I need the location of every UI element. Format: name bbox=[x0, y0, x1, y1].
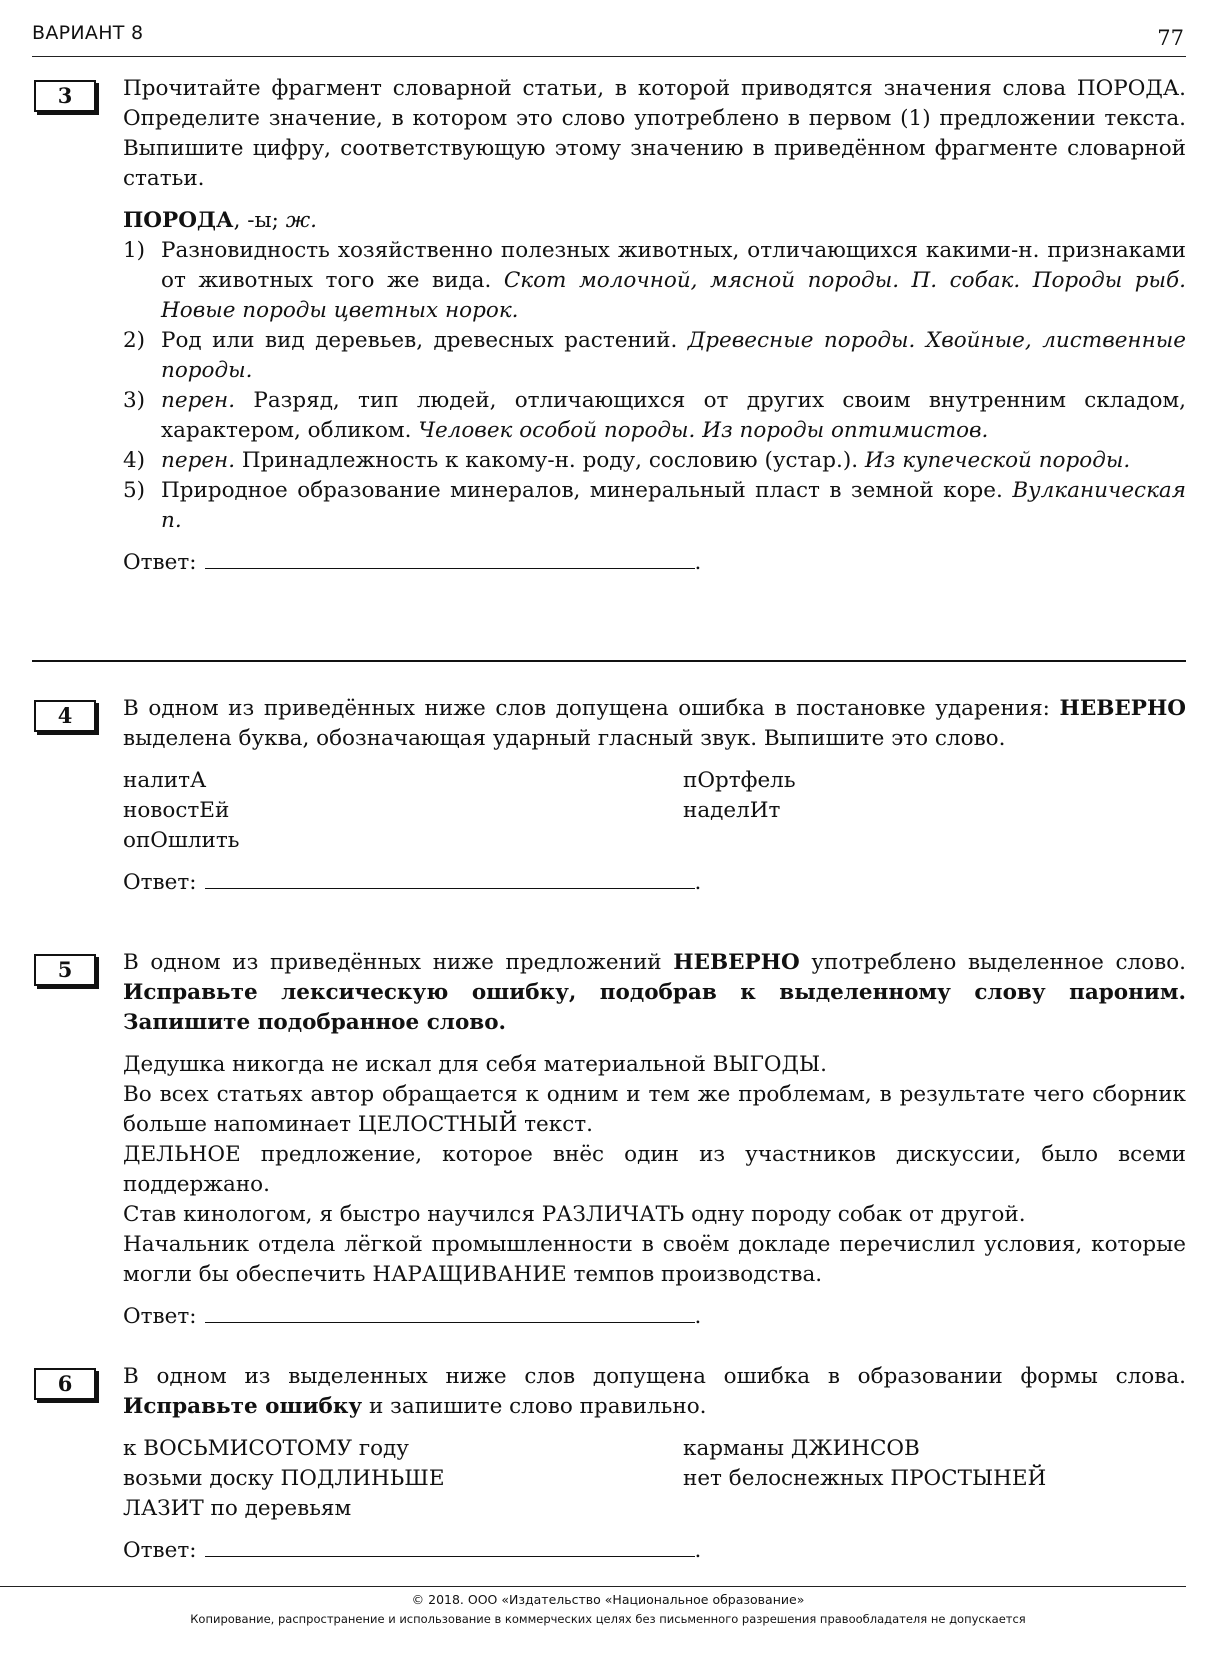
task-5-number-box: 5 bbox=[34, 954, 96, 986]
definition-example: Скот молочной, мясной породы. П. собак. Породы рыб. Новые породы цветных норок. bbox=[161, 268, 1186, 323]
answer-line[interactable] bbox=[205, 1302, 695, 1323]
word-column-left bbox=[123, 766, 683, 856]
sentence-item: Дедушка никогда не искал для себя материальной ВЫГОДЫ. bbox=[123, 1052, 827, 1077]
answer-line[interactable] bbox=[205, 548, 695, 569]
word-item: налитА bbox=[123, 768, 207, 793]
task-6-answer: Ответ: . bbox=[123, 1538, 702, 1563]
definition-text: Разряд, тип людей, отличающихся от других своим внутренним складом, характером, обликом. bbox=[161, 388, 1186, 443]
phrase-item: к ВОСЬМИСОТОМУ году bbox=[123, 1436, 409, 1461]
phrase-column-right bbox=[683, 1434, 1186, 1524]
definition-example: Из купеческой породы. bbox=[864, 448, 1131, 473]
task-6-number-box: 6 bbox=[34, 1368, 96, 1400]
definition-item bbox=[123, 326, 1186, 386]
task-3-number-box: 3 bbox=[34, 80, 96, 112]
task-6-text-before: В одном из выделенных ниже слов допущена ошибка в образовании формы слова. bbox=[123, 1364, 1186, 1389]
answer-line[interactable] bbox=[205, 1536, 695, 1557]
task-5-answer: Ответ: . bbox=[123, 1304, 702, 1329]
definition-number: 4) bbox=[123, 448, 146, 473]
page-number: 77 bbox=[1157, 26, 1184, 50]
answer-label: Ответ: bbox=[123, 1304, 197, 1329]
task-3-instruction: Прочитайте фрагмент словарной статьи, в которой приводятся значения слова ПОРОДА. Определите значение, в котором это слово употреблено в первом (1) предложении текста. Выпишите цифру, соответствующую этому значению в приведённом фрагменте словарной статьи. bbox=[123, 76, 1186, 191]
task-4-bold: НЕВЕРНО bbox=[1059, 696, 1186, 721]
footer-notice: Копирование, распространение и использование в коммерческих целях без письменного разрешения правообладателя не допускается bbox=[190, 1612, 1026, 1626]
task-6-words bbox=[123, 1434, 1186, 1524]
sentence-item: ДЕЛЬНОЕ предложение, которое внёс один из участников дискуссии, было всеми поддержано. bbox=[123, 1142, 1186, 1197]
definition-number: 5) bbox=[123, 478, 146, 503]
task-3 bbox=[123, 74, 1186, 578]
task-4-text-before: В одном из приведённых ниже слов допущена ошибка в постановке ударения: bbox=[123, 696, 1060, 721]
phrase-item: возьми доску ПОДЛИНЬШЕ bbox=[123, 1466, 445, 1491]
answer-label: Ответ: bbox=[123, 870, 197, 895]
phrase-item: нет белоснежных ПРОСТЫНЕЙ bbox=[683, 1466, 1047, 1491]
phrase-column-left bbox=[123, 1434, 683, 1524]
definition-number: 1) bbox=[123, 238, 146, 263]
sentence-item: Начальник отдела лёгкой промышленности в своём докладе перечислил условия, которые могли бы обеспечить НАРАЩИВАНИЕ темпов производства. bbox=[123, 1232, 1186, 1287]
definition-item bbox=[123, 386, 1186, 446]
task-4-instruction bbox=[123, 694, 1186, 754]
definition-example: Древесные породы. Хвойные, лиственные породы. bbox=[161, 328, 1186, 383]
definition-item bbox=[123, 236, 1186, 326]
answer-label: Ответ: bbox=[123, 550, 197, 575]
definition-number: 3) bbox=[123, 388, 146, 413]
task-6-bold: Исправьте ошибку bbox=[123, 1394, 363, 1419]
word-item: опОшлить bbox=[123, 828, 240, 853]
phrase-item: карманы ДЖИНСОВ bbox=[683, 1436, 920, 1461]
definition-text: Род или вид деревьев, древесных растений. bbox=[161, 328, 688, 353]
footer-copyright: © 2018. ООО «Издательство «Национальное образование» bbox=[411, 1592, 805, 1607]
task-6 bbox=[123, 1362, 1186, 1566]
answer-line[interactable] bbox=[205, 868, 695, 889]
task-6-instruction bbox=[123, 1362, 1186, 1422]
dictionary-entry bbox=[123, 206, 1186, 536]
phrase-item: ЛАЗИТ по деревьям bbox=[123, 1496, 352, 1521]
entry-grammar: , -ы; bbox=[233, 208, 286, 233]
variant-label: ВАРИАНТ 8 bbox=[32, 22, 144, 44]
task-4-number-box: 4 bbox=[34, 700, 96, 732]
task-5-sentences bbox=[123, 1050, 1186, 1290]
definition-example: Вулканическая п. bbox=[161, 478, 1186, 533]
task-4-words bbox=[123, 766, 1186, 856]
task-3-answer: Ответ: . bbox=[123, 550, 702, 575]
task-5-text-before: В одном из приведённых ниже предложений bbox=[123, 950, 674, 975]
task-5-bold-1: НЕВЕРНО bbox=[673, 950, 800, 975]
word-item: наделИт bbox=[683, 798, 781, 823]
task-6-text-after: и запишите слово правильно. bbox=[362, 1394, 707, 1419]
task-5 bbox=[123, 948, 1186, 1332]
definition-mark: перен. bbox=[161, 388, 236, 413]
definition-list bbox=[123, 236, 1186, 536]
definition-mark: перен. bbox=[161, 448, 236, 473]
task-5-text-mid: употреблено выделенное слово. bbox=[799, 950, 1186, 975]
entry-gender: ж. bbox=[285, 208, 317, 233]
definition-text: Разновидность хозяйственно полезных животных, отличающихся какими-н. признаками от животных того же вида. bbox=[161, 238, 1186, 293]
task-4-text-after: выделена буква, обозначающая ударный гласный звук. Выпишите это слово. bbox=[123, 726, 1006, 751]
answer-label: Ответ: bbox=[123, 1538, 197, 1563]
definition-item bbox=[123, 476, 1186, 536]
header-rule bbox=[32, 56, 1186, 57]
sentence-item: Во всех статьях автор обращается к одним и тем же проблемам, в результате чего сборник больше напоминает ЦЕЛОСТНЫЙ текст. bbox=[123, 1082, 1186, 1137]
definition-number: 2) bbox=[123, 328, 146, 353]
entry-headline bbox=[123, 206, 1186, 236]
definition-text: Принадлежность к какому-н. роду, сословию (устар.). bbox=[235, 448, 865, 473]
word-item: новостЕй bbox=[123, 798, 230, 823]
definition-item bbox=[123, 446, 1186, 476]
footer-rule bbox=[0, 1586, 1186, 1587]
entry-headword: ПОРОДА bbox=[123, 208, 234, 233]
task-4-answer: Ответ: . bbox=[123, 870, 702, 895]
task-5-instruction bbox=[123, 948, 1186, 1038]
task-5-bold-2: Исправьте лексическую ошибку, подобрав к выделенному слову пароним. Запишите подобранное слово. bbox=[123, 980, 1186, 1035]
sentence-item: Став кинологом, я быстро научился РАЗЛИЧАТЬ одну породу собак от другой. bbox=[123, 1202, 1026, 1227]
section-divider bbox=[32, 660, 1186, 662]
word-column-right bbox=[683, 766, 1186, 856]
task-4 bbox=[123, 694, 1186, 898]
definition-text: Природное образование минералов, минеральный пласт в земной коре. bbox=[161, 478, 1013, 503]
definition-example: Человек особой породы. Из породы оптимистов. bbox=[418, 418, 989, 443]
word-item: пОртфель bbox=[683, 768, 796, 793]
